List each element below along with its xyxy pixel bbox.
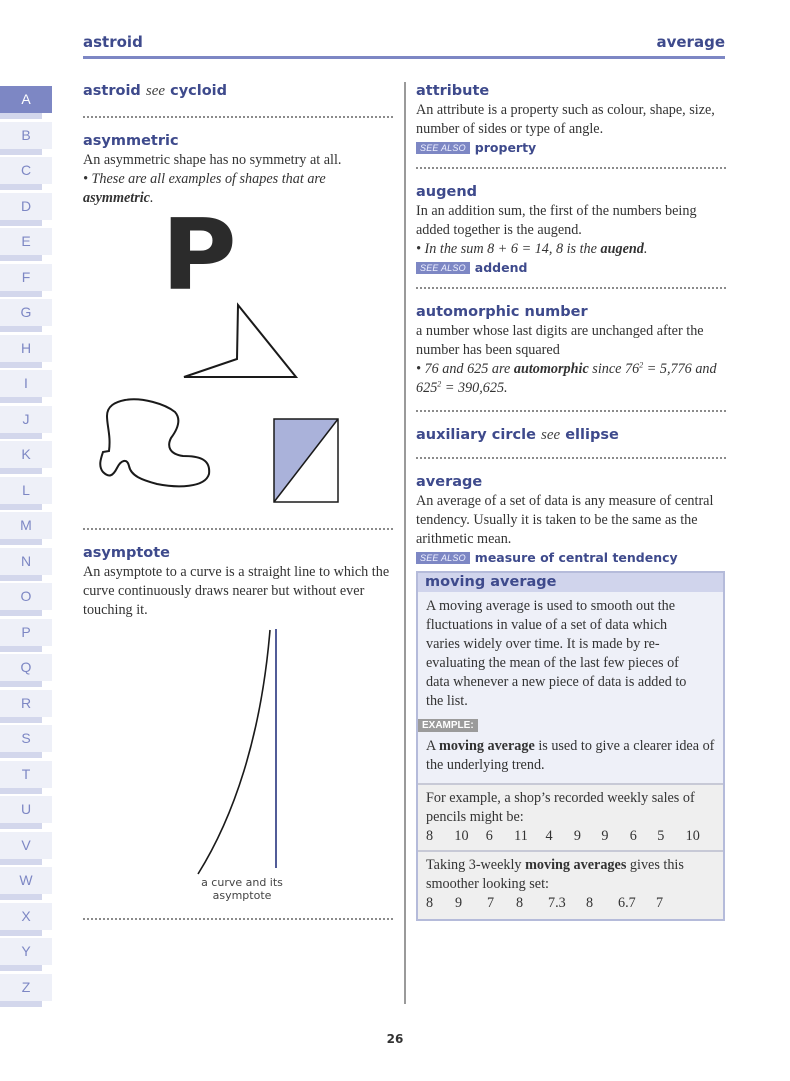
data-value: 7 <box>487 895 495 911</box>
entry-term: average <box>416 474 483 490</box>
alphabet-tabs <box>0 86 52 1009</box>
tab-letter: X <box>0 903 52 930</box>
tab-separator <box>0 326 42 332</box>
weekly-sales-values <box>426 827 715 846</box>
entry-augend <box>416 182 726 275</box>
alphabet-tab-v[interactable] <box>0 832 52 868</box>
alphabet-tab-q[interactable] <box>0 654 52 690</box>
tab-separator <box>0 433 42 439</box>
alphabet-tab-z[interactable] <box>0 974 52 1010</box>
tab-separator <box>0 397 42 403</box>
tab-letter: W <box>0 867 52 894</box>
see-also <box>416 140 726 155</box>
data-value: 8 <box>586 895 594 911</box>
moving-average-box <box>416 571 725 921</box>
tab-separator <box>0 1001 42 1007</box>
see-also-badge: SEE ALSO <box>416 142 470 154</box>
alphabet-tab-k[interactable] <box>0 441 52 477</box>
irregular-blob-shape <box>97 396 217 492</box>
alphabet-tab-c[interactable] <box>0 157 52 193</box>
right-column <box>416 80 726 921</box>
alphabet-tab-m[interactable] <box>0 512 52 548</box>
tab-letter: Y <box>0 938 52 965</box>
concave-triangle-shape <box>178 301 303 386</box>
tab-letter: E <box>0 228 52 255</box>
alphabet-tab-e[interactable] <box>0 228 52 264</box>
letter-p-shape: P <box>161 199 237 313</box>
tab-separator <box>0 184 42 190</box>
see-also-link[interactable]: measure of central tendency <box>474 550 678 565</box>
tab-letter: R <box>0 690 52 717</box>
entry-definition: a number whose last digits are unchanged after the number has been squared <box>416 323 704 358</box>
running-header-first-term: astroid <box>83 33 143 51</box>
tab-separator <box>0 255 42 261</box>
see-also-link[interactable]: addend <box>474 260 528 275</box>
cross-reference-link[interactable]: ellipse <box>565 427 619 443</box>
tab-letter: A <box>0 86 52 113</box>
entry-term: asymptote <box>83 545 171 561</box>
data-value: 11 <box>514 828 528 844</box>
diagram-caption: a curve and its asymptote <box>201 876 283 902</box>
alphabet-tab-y[interactable] <box>0 938 52 974</box>
tab-letter: H <box>0 335 52 362</box>
tab-letter: S <box>0 725 52 752</box>
data-value: 6 <box>485 828 493 844</box>
data-value: 6 <box>629 828 637 844</box>
asymmetric-shapes-illustration <box>83 199 393 520</box>
entry-definition: An asymptote to a curve is a straight line to which the curve continuously draws nearer but without ever touching it. <box>83 564 390 618</box>
alphabet-tab-g[interactable] <box>0 299 52 335</box>
entry-definition: In an addition sum, the first of the numbers being added together is the augend. <box>416 203 697 238</box>
tab-letter: V <box>0 832 52 859</box>
dotted-divider <box>416 457 726 459</box>
example-label: EXAMPLE: <box>418 719 478 732</box>
tab-separator <box>0 504 42 510</box>
alphabet-tab-t[interactable] <box>0 761 52 797</box>
alphabet-tab-s[interactable] <box>0 725 52 761</box>
alphabet-tab-w[interactable] <box>0 867 52 903</box>
tab-separator <box>0 149 42 155</box>
entry-term: auxiliary circle <box>416 427 536 443</box>
entry-term: astroid <box>83 83 141 99</box>
header-rule <box>83 56 725 59</box>
alphabet-tab-f[interactable] <box>0 264 52 300</box>
data-value: 6.7 <box>618 895 636 911</box>
entry-definition: An asymmetric shape has no symmetry at all. <box>83 152 342 168</box>
tab-letter: Q <box>0 654 52 681</box>
entry-asymptote <box>83 543 393 912</box>
alphabet-tab-a[interactable] <box>0 86 52 122</box>
box-example-3: Taking 3-weekly moving averages gives this smoother looking set: 8 9 7 8 7.3 8 6.7 7 <box>418 850 723 919</box>
tab-letter: P <box>0 619 52 646</box>
tab-letter: F <box>0 264 52 291</box>
entry-astroid <box>83 81 393 101</box>
alphabet-tab-d[interactable] <box>0 193 52 229</box>
tab-letter: D <box>0 193 52 220</box>
tab-letter: B <box>0 122 52 149</box>
alphabet-tab-l[interactable] <box>0 477 52 513</box>
example-label-row <box>418 715 723 733</box>
entry-definition: An attribute is a property such as colour, shape, size, number of sides or type of angle. <box>416 102 715 137</box>
tab-separator <box>0 894 42 900</box>
entry-asymmetric <box>83 131 393 520</box>
box-example-2: For example, a shop’s recorded weekly sales of pencils might be: 8 10 6 11 4 9 9 6 5 10 <box>418 783 723 850</box>
data-value: 9 <box>601 828 609 844</box>
alphabet-tab-r[interactable] <box>0 690 52 726</box>
tab-letter: K <box>0 441 52 468</box>
data-value: 10 <box>454 828 469 844</box>
split-rectangle-shape <box>273 418 341 504</box>
entry-term: automorphic number <box>416 304 588 320</box>
tab-separator <box>0 291 42 297</box>
tab-letter: J <box>0 406 52 433</box>
alphabet-tab-i[interactable] <box>0 370 52 406</box>
alphabet-tab-o[interactable] <box>0 583 52 619</box>
tab-letter: L <box>0 477 52 504</box>
tab-separator <box>0 220 42 226</box>
alphabet-tab-p[interactable] <box>0 619 52 655</box>
see-also <box>416 550 726 565</box>
see-also-link[interactable]: property <box>474 140 537 155</box>
entry-example: • These are all examples of shapes that are asymmetric. <box>83 171 326 206</box>
see-also-badge: SEE ALSO <box>416 262 470 274</box>
data-value: 10 <box>685 828 700 844</box>
data-value: 9 <box>573 828 581 844</box>
entry-term: attribute <box>416 83 490 99</box>
alphabet-tab-n[interactable] <box>0 548 52 584</box>
tab-separator <box>0 113 42 119</box>
entry-term: asymmetric <box>83 133 179 149</box>
tab-separator <box>0 610 42 616</box>
moving-average-values <box>426 894 715 913</box>
tab-separator <box>0 646 42 652</box>
data-value: 8 <box>426 895 434 911</box>
tab-separator <box>0 362 42 368</box>
tab-letter: Z <box>0 974 52 1001</box>
alphabet-tab-u[interactable] <box>0 796 52 832</box>
alphabet-tab-x[interactable] <box>0 903 52 939</box>
box-title: moving average <box>418 573 723 592</box>
dotted-divider <box>83 116 393 118</box>
see-also <box>416 260 726 275</box>
tab-letter: M <box>0 512 52 539</box>
alphabet-tab-b[interactable] <box>0 122 52 158</box>
tab-letter: U <box>0 796 52 823</box>
tab-letter: N <box>0 548 52 575</box>
data-value: 4 <box>545 828 553 844</box>
entry-term: augend <box>416 184 478 200</box>
data-value: 8 <box>426 828 434 844</box>
entry-definition: An average of a set of data is any measure of central tendency. Usually it is taken to be the same as the arithmetic mean. <box>416 493 714 547</box>
tab-separator <box>0 468 42 474</box>
box-definition: A moving average is used to smooth out the fluctuations in value of a set of data which varies widely over time. It is made by re-evaluating the mean of the last few pieces of data whenever a new piece of data is added to the list. <box>426 598 687 709</box>
data-value: 9 <box>455 895 463 911</box>
dotted-divider <box>416 410 726 412</box>
box-example-1: A moving average is used to give a clearer idea of the underlying trend. <box>426 738 715 773</box>
data-value: 7 <box>656 895 664 911</box>
running-header-last-term: average <box>656 33 725 51</box>
see-also-badge: SEE ALSO <box>416 552 470 564</box>
dotted-divider <box>416 287 726 289</box>
entry-example: • In the sum 8 + 6 = 14, 8 is the augend. <box>416 241 648 257</box>
tab-separator <box>0 752 42 758</box>
tab-separator <box>0 717 42 723</box>
see-text: see <box>145 83 166 99</box>
tab-letter: C <box>0 157 52 184</box>
tab-letter: I <box>0 370 52 397</box>
column-divider <box>404 82 406 1004</box>
dotted-divider <box>83 918 393 920</box>
tab-letter: T <box>0 761 52 788</box>
entry-auxiliary-circle <box>416 425 726 445</box>
entry-average <box>416 472 726 565</box>
tab-separator <box>0 681 42 687</box>
curve-and-asymptote-diagram <box>193 628 283 878</box>
dotted-divider <box>83 528 393 530</box>
data-value: 7.3 <box>548 895 566 911</box>
tab-letter: O <box>0 583 52 610</box>
tab-separator <box>0 539 42 545</box>
tab-separator <box>0 930 42 936</box>
tab-separator <box>0 823 42 829</box>
dotted-divider <box>416 167 726 169</box>
entry-automorphic-number <box>416 302 726 398</box>
entry-attribute <box>416 81 726 155</box>
asymptote-illustration <box>83 620 393 912</box>
tab-separator <box>0 575 42 581</box>
tab-separator <box>0 965 42 971</box>
page-number: 26 <box>386 1032 404 1046</box>
left-column <box>83 80 393 933</box>
tab-separator <box>0 859 42 865</box>
see-text: see <box>541 427 561 443</box>
alphabet-tab-h[interactable] <box>0 335 52 371</box>
alphabet-tab-j[interactable] <box>0 406 52 442</box>
data-value: 8 <box>516 895 524 911</box>
tab-letter: G <box>0 299 52 326</box>
entry-example: • 76 and 625 are automorphic since $76^2 = 5,776$ and $625^2 = 390,625$. <box>416 360 717 396</box>
data-value: 5 <box>657 828 665 844</box>
tab-separator <box>0 788 42 794</box>
cross-reference-link[interactable]: cycloid <box>170 83 228 99</box>
